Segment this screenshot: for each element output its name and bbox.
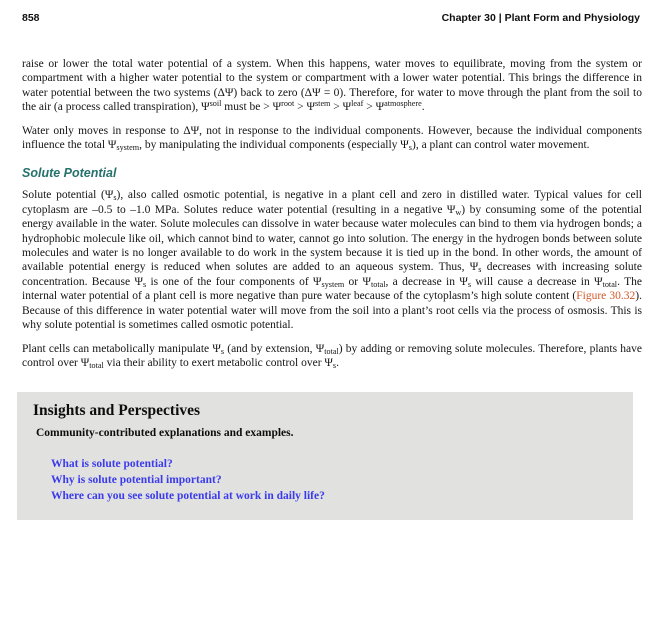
psi-subscript: total	[602, 279, 618, 289]
insights-title: Insights and Perspectives	[33, 402, 201, 420]
psi-subscript: s	[332, 360, 337, 370]
question-link-what-is-solute-potential[interactable]: What is solute potential?	[51, 458, 173, 471]
running-chapter-title: Chapter 30 | Plant Form and Physiology	[441, 12, 640, 24]
question-link-why-is-solute-potential-important[interactable]: Why is solute potential important?	[51, 474, 222, 487]
psi-subscript: system	[116, 143, 140, 153]
psi-subscript: s	[142, 279, 147, 289]
insights-question-links	[51, 456, 617, 504]
psi-subscript: s	[478, 265, 482, 275]
psi-subscript: w	[455, 207, 462, 217]
page-header	[0, 0, 664, 24]
section-heading-solute-potential: Solute Potential	[22, 166, 117, 181]
psi-superscript: atmosphere	[384, 99, 422, 109]
psi-subscript: s	[113, 193, 117, 203]
paragraph-water-potential-equilibration: raise or lower the total water potential of a system. When this happens, water moves to equilibrate, moving from the system or compartment with a higher water potential to the system or compartment with a lower water potential. This brings the difference in water potential between the two systems (ΔΨ) back to zero (ΔΨ = 0). Therefore, for water to move through the plant from the soil to the air (a process called transpiration), $\Psi^{soil}$ must be > $\Psi^{root} > \Psi^{stem} > \Psi^{leaf} > \Psi^{atmosphere}$.	[22, 58, 642, 114]
question-link-where-see-solute-potential[interactable]: Where can you see solute potential at work in daily life?	[51, 490, 325, 503]
psi-superscript: soil	[209, 99, 222, 109]
psi-superscript: stem	[315, 99, 331, 109]
paragraph-metabolic-control: Plant cells can metabolically manipulate $\Psi_s$ (and by extension, $\Psi_{total}$) by adding or removing solute molecules. Therefore, plants have control over $\Psi_{total}$ via their ability to exert metabolic control over $\Psi_s$.	[22, 342, 642, 370]
psi-subscript: total	[89, 360, 104, 370]
insights-subtitle: Community-contributed explanations and examples.	[36, 427, 294, 440]
psi-superscript: root	[281, 99, 295, 109]
psi-subscript: total	[370, 279, 386, 289]
paragraph-delta-psi-response: Water only moves in response to ΔΨ, not in response to the individual components. However, because the individual components influence the total $\Psi_{system}$, by manipulating the individual components (especially $\Psi_s$), a plant can control water movement.	[22, 124, 642, 153]
page-number: 858	[22, 12, 40, 24]
insights-and-perspectives-box	[17, 392, 633, 520]
page-body	[0, 24, 664, 520]
psi-subscript: total	[324, 346, 339, 356]
psi-superscript: leaf	[351, 99, 364, 109]
psi-subscript: s	[408, 143, 412, 153]
psi-subscript: s	[220, 346, 225, 356]
psi-subscript: system	[321, 279, 345, 289]
figure-reference-link[interactable]: Figure 30.32	[576, 290, 636, 303]
paragraph-solute-potential-body: Solute potential $(\Psi_s)$, also called osmotic potential, is negative in a plant cell and zero in distilled water. Typical values for cell cytoplasm are –0.5 to –1.0 MPa. Solutes reduce water potential (resulting in a negative $\Psi_w$) by consuming some of the potential energy available in the water. Solute molecules can dissolve in water because water molecules can bind to them via hydrogen bonds; a hydrophobic molecule like oil, which cannot bind to water, cannot go into solution. The energy in the hydrogen bonds between solute molecules and water is no longer available to do work in the system because it is tied up in the bond. In other words, the amount of available potential energy is reduced when solutes are added to an aqueous system. Thus, $\Psi_s$ decreases with increasing solute concentration. Because $\Psi_s$ is one of the four components of $\Psi_{system}$ or $\Psi_{total}$, a decrease in $\Psi_s$ will cause a decrease in $\Psi_{total}$. The internal water potential of a plant cell is more negative than pure water because of the cytoplasm’s high solute content (Figure 30.32). Because of this difference in water potential water will move from the soil into a plant’s root cells via the process of osmosis. This is why solute potential is sometimes called osmotic potential.	[22, 189, 642, 332]
psi-subscript: s	[467, 279, 471, 289]
